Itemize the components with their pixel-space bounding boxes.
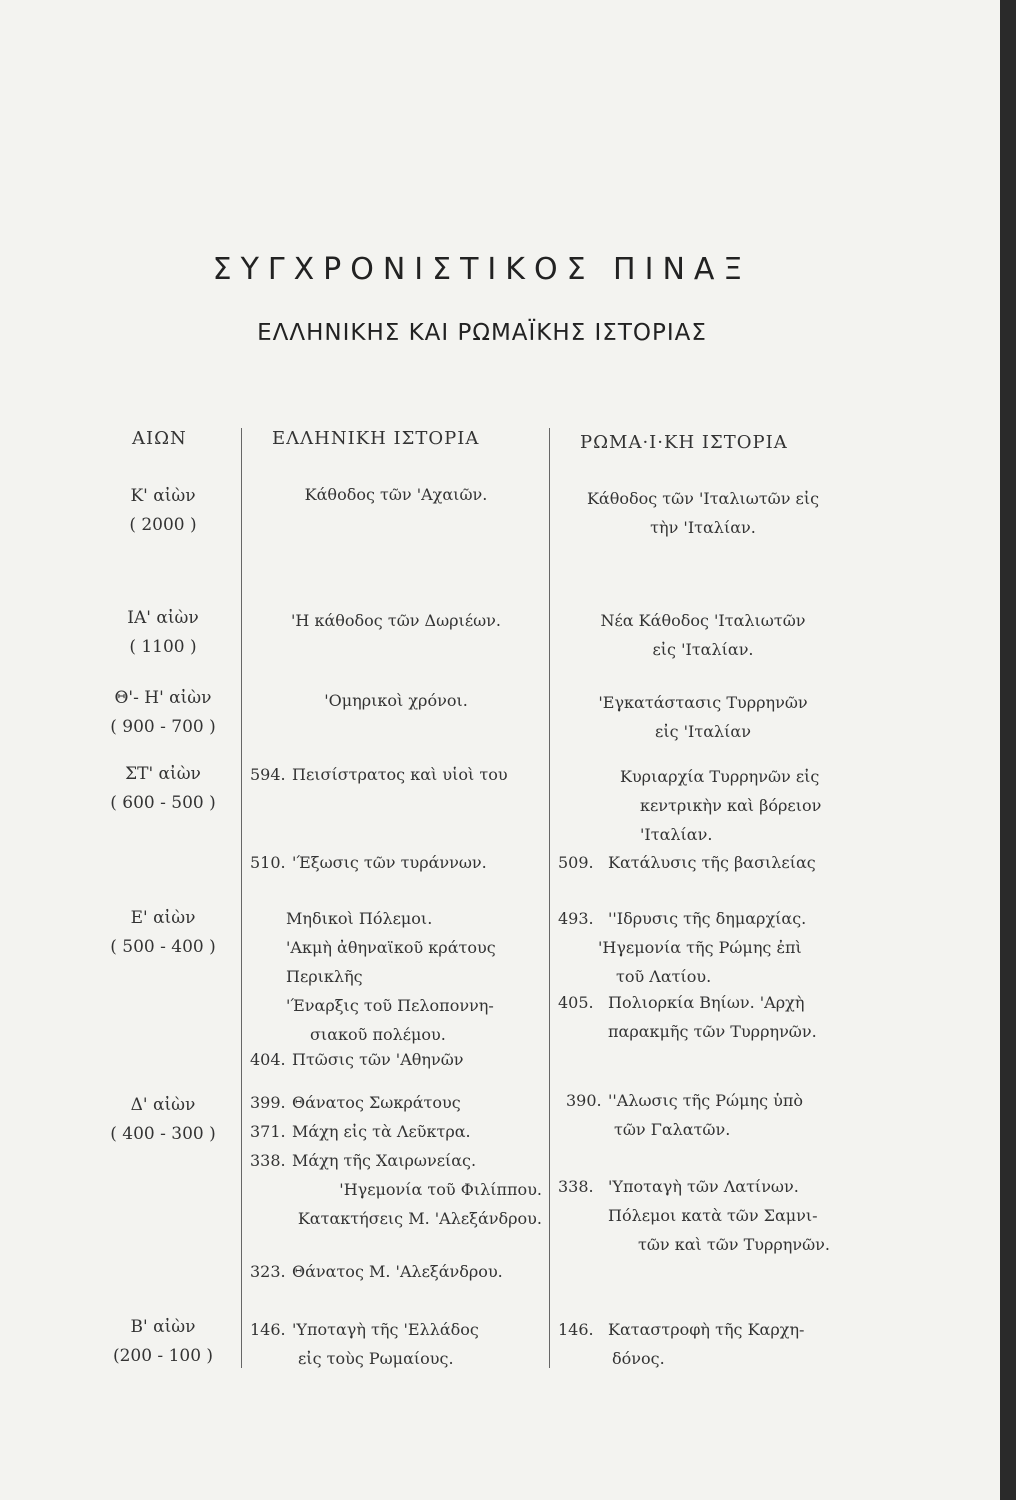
age-row-7	[98, 1313, 228, 1371]
greek-entry: Κάθοδος τῶν 'Αχαιῶν.	[304, 485, 488, 504]
age-range: ( 900 - 700 )	[110, 717, 216, 737]
age-name: Θ'- Η' αἰὼν	[114, 688, 212, 708]
greek-entry: 399. Θάνατος Σωκράτους 371. Μάχη εἰς τὰ Λεῦκτρα. 338. Μάχη τῆς Χαιρωνείας. 'Ηγεμονία τοῦ Φιλίππου. Κατακτήσεις Μ. 'Αλεξάνδρου.	[250, 1093, 542, 1228]
greek-entry: 510. 'Έξωσις τῶν τυράννων.	[250, 853, 487, 872]
age-name: Κ' αἰὼν	[130, 486, 196, 506]
age-name: Ε' αἰὼν	[130, 908, 196, 928]
roman-entry: Κάθοδος τῶν 'Ιταλιωτῶν εἰς τὴν 'Ιταλίαν.	[586, 489, 820, 537]
header-age: ΑΙΩΝ	[132, 428, 187, 449]
greek-entry: 323. Θάνατος Μ. 'Αλεξάνδρου.	[250, 1262, 503, 1281]
page-title: ΣΥΓΧΡΟΝΙΣΤΙΚΟΣ ΠΙΝΑΞ	[212, 252, 752, 287]
roman-entry: Νέα Κάθοδος 'Ιταλιωτῶν εἰς 'Ιταλίαν.	[600, 611, 806, 659]
column-divider-right	[549, 428, 550, 1368]
header-roman-history: ΡΩΜΑ·Ι·ΚΗ ΙΣΤΟΡΙΑ	[580, 432, 788, 453]
greek-entry: 'Η κάθοδος τῶν Δωριέων.	[291, 611, 501, 630]
age-range: ( 500 - 400 )	[110, 937, 216, 957]
roman-entry: 'Εγκατάστασις Τυρρηνῶν εἰς 'Ιταλίαν	[598, 693, 808, 741]
age-name: ΣΤ' αἰὼν	[125, 764, 201, 784]
age-name: ΙΑ' αἰὼν	[127, 608, 199, 628]
age-range: ( 600 - 500 )	[110, 793, 216, 813]
greek-entry: 594. Πεισίστρατος καὶ υἱοὶ του	[250, 765, 508, 784]
greek-entry: 'Ομηρικοὶ χρόνοι.	[324, 691, 468, 710]
age-range: ( 2000 )	[129, 515, 197, 535]
roman-entry: 509. Κατάλυσις τῆς βασιλείας	[558, 853, 816, 872]
age-row-4	[98, 760, 228, 818]
age-range: (200 - 100 )	[112, 1346, 214, 1366]
greek-entry: Μηδικοὶ Πόλεμοι. 'Ακμὴ ἀθηναϊκοῦ κράτους Περικλῆς 'Έναρξις τοῦ Πελοποννη- σιακοῦ πολέμου.	[286, 909, 496, 1044]
age-row-5	[98, 904, 228, 962]
roman-entry: 146. Καταστροφὴ τῆς Καρχη- δόνος.	[558, 1320, 805, 1368]
column-divider-left	[241, 428, 242, 1368]
age-range: ( 1100 )	[129, 637, 197, 657]
age-row-3	[98, 684, 228, 742]
age-row-2	[98, 604, 228, 662]
greek-entry: 146. 'Υποταγὴ τῆς 'Ελλάδος εἰς τοὺς Ρωμαίους.	[250, 1320, 479, 1368]
roman-entry: 493. ''Ιδρυσις τῆς δημαρχίας. 'Ηγεμονία τῆς Ρώμης ἐπὶ τοῦ Λατίου.	[558, 909, 807, 986]
age-name: Δ' αἰὼν	[130, 1095, 196, 1115]
age-name: Β' αἰὼν	[130, 1317, 196, 1337]
roman-entry: 338. 'Υποταγὴ τῶν Λατίνων. Πόλεμοι κατὰ τῶν Σαμνι- τῶν καὶ τῶν Τυρρηνῶν.	[558, 1177, 830, 1254]
roman-entry: 390. ''Αλωσις τῆς Ρώμης ὑπὸ τῶν Γαλατῶν.	[566, 1091, 803, 1139]
roman-entry: 405. Πολιορκία Βηίων. 'Αρχὴ παρακμῆς τῶν Τυρρηνῶν.	[558, 993, 817, 1041]
header-greek-history: ΕΛΛΗΝΙΚΗ ΙΣΤΟΡΙΑ	[272, 428, 480, 449]
age-row-1	[98, 482, 228, 540]
age-row-6	[98, 1091, 228, 1149]
roman-entry: Κυριαρχία Τυρρηνῶν εἰς κεντρικὴν καὶ βόρειον 'Ιταλίαν.	[620, 767, 822, 844]
page-subtitle: ΕΛΛΗΝΙΚΗΣ ΚΑΙ ΡΩΜΑΪΚΗΣ ΙΣΤΟΡΙΑΣ	[257, 320, 707, 346]
greek-entry: 404. Πτῶσις τῶν 'Αθηνῶν	[250, 1050, 464, 1069]
age-range: ( 400 - 300 )	[110, 1124, 216, 1144]
